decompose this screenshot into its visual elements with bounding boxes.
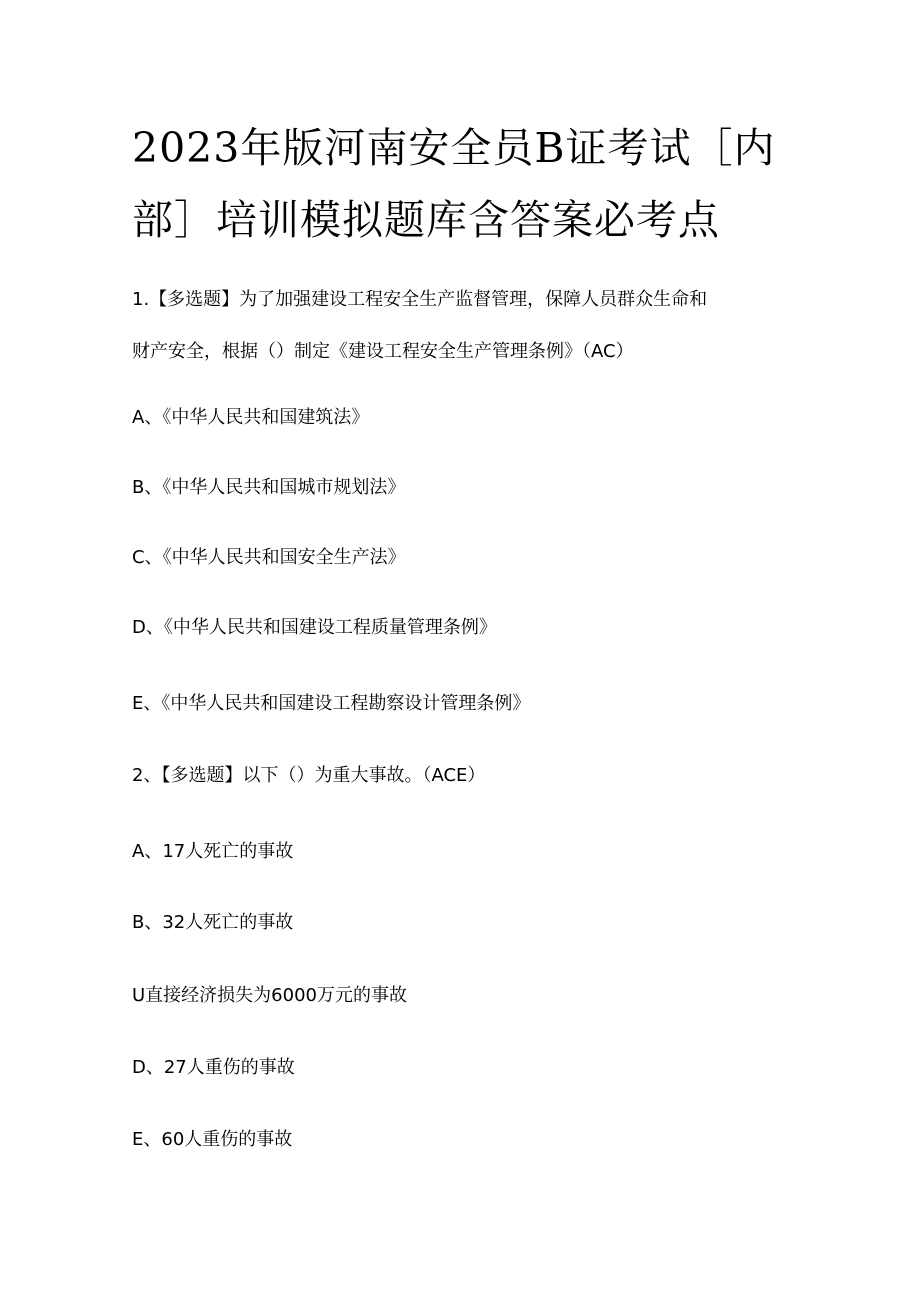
question-1-stem bbox=[132, 274, 707, 378]
question-2-option-b: B、32人死亡的事故 bbox=[132, 912, 294, 933]
question-1-stem-line-1: 1.【多选题】为了加强建设工程安全生产监督管理，保障人员群众生命和 bbox=[132, 289, 708, 310]
question-1-option-b: B、《中华人民共和国城市规划法》 bbox=[132, 477, 406, 498]
question-2-option-c: U直接经济损失为6000万元的事故 bbox=[132, 985, 407, 1006]
question-2-option-a: A、17人死亡的事故 bbox=[132, 841, 294, 862]
title-line-2: 部］培训模拟题库含答案必考点 bbox=[132, 196, 720, 244]
question-1-option-d: D、《中华人民共和国建设工程质量管理条例》 bbox=[132, 617, 497, 638]
question-1-stem-line-2: 财产安全，根据（）制定《建设工程安全生产管理条例》（AC） bbox=[132, 341, 634, 362]
question-1-option-a: A、《中华人民共和国建筑法》 bbox=[132, 407, 370, 428]
question-1-option-e: E、《中华人民共和国建设工程勘察设计管理条例》 bbox=[132, 693, 531, 714]
title-line-1: 2023年版河南安全员B证考试［内 bbox=[132, 124, 776, 172]
question-2-stem: 2、【多选题】以下（）为重大事故。（ACE） bbox=[132, 765, 486, 786]
question-2-option-d: D、27人重伤的事故 bbox=[132, 1057, 295, 1078]
question-1-option-c: C、《中华人民共和国安全生产法》 bbox=[132, 547, 406, 568]
page-title bbox=[132, 112, 812, 256]
question-2-option-e: E、60人重伤的事故 bbox=[132, 1129, 293, 1150]
